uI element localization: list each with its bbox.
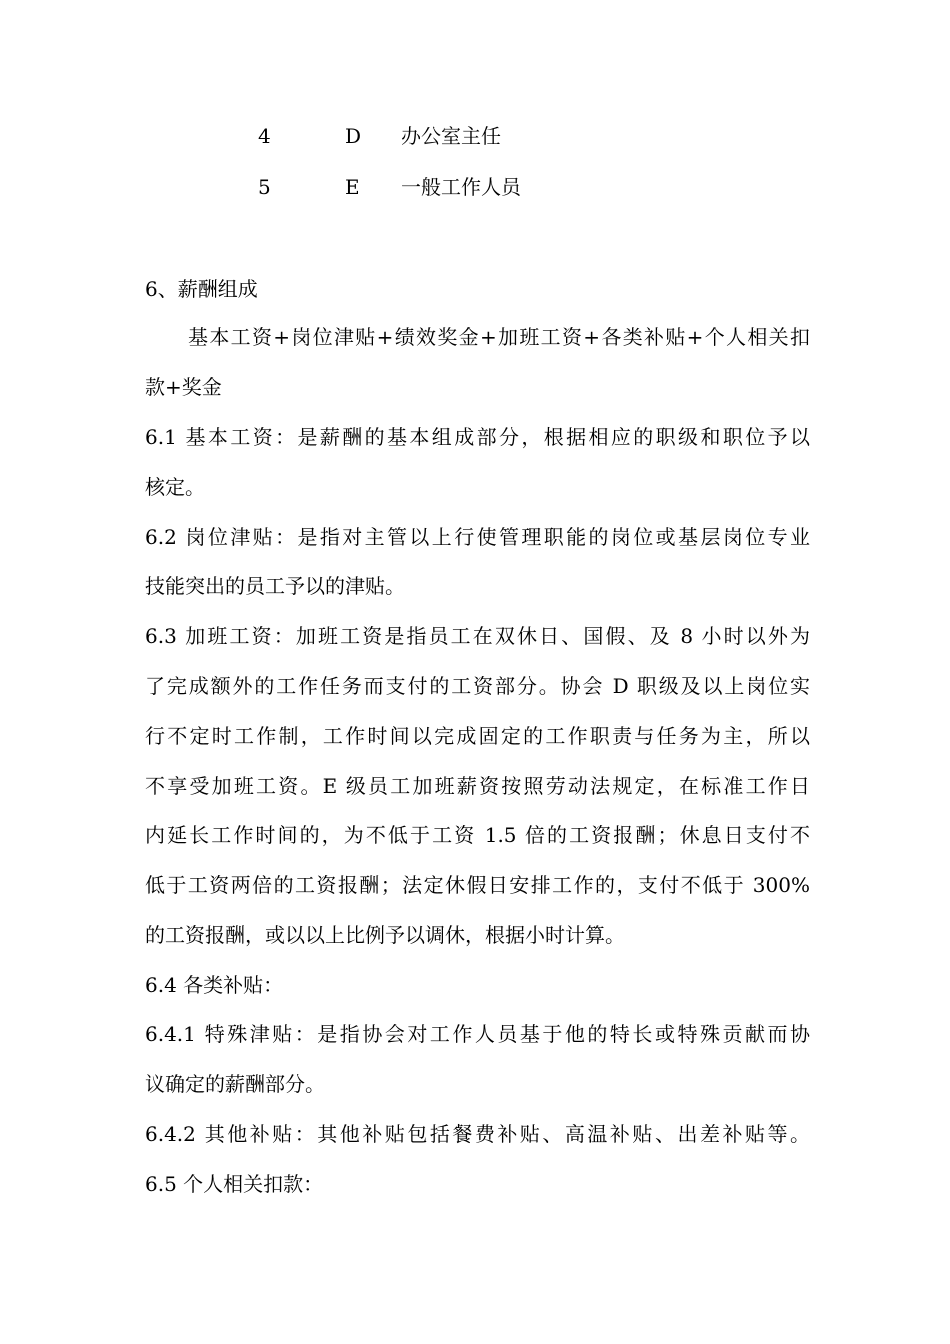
paragraph-line: 议确定的薪酬部分。 (145, 1072, 325, 1096)
grade-title: 办公室主任 (401, 124, 501, 148)
paragraph-line: 核定。 (145, 475, 205, 499)
subsection-heading: 6.4 各类补贴： (145, 973, 284, 997)
paragraph-line: 技能突出的员工予以的津贴。 (145, 574, 405, 598)
grade-title: 一般工作人员 (401, 175, 521, 199)
paragraph-line: 6.4.1 特殊津贴：是指协会对工作人员基于他的特长或特殊贡献而协 (145, 1022, 810, 1046)
paragraph-line: 基本工资+岗位津贴+绩效奖金+加班工资+各类补贴+个人相关扣 (188, 325, 810, 349)
paragraph-line: 款+奖金 (145, 375, 222, 399)
paragraph-line: 的工资报酬，或以以上比例予以调休，根据小时计算。 (145, 923, 625, 947)
subsection-heading: 6.5 个人相关扣款： (145, 1172, 324, 1196)
paragraph-line: 了完成额外的工作任务而支付的工资部分。协会 D 职级及以上岗位实 (145, 674, 810, 698)
section-heading: 6、薪酬组成 (145, 277, 258, 301)
paragraph-line: 内延长工作时间的，为不低于工资 1.5 倍的工资报酬；休息日支付不 (145, 823, 810, 847)
paragraph-line: 行不定时工作制，工作时间以完成固定的工作职责与任务为主，所以 (145, 724, 810, 748)
grade-code: D (345, 124, 362, 148)
paragraph-line: 6.4.2 其他补贴：其他补贴包括餐费补贴、高温补贴、出差补贴等。 (145, 1122, 810, 1146)
paragraph-line: 不享受加班工资。E 级员工加班薪资按照劳动法规定，在标准工作日 (145, 774, 810, 798)
grade-code: E (345, 175, 360, 199)
grade-number: 5 (258, 175, 271, 199)
paragraph-line: 6.2 岗位津贴：是指对主管以上行使管理职能的岗位或基层岗位专业 (145, 525, 810, 549)
grade-number: 4 (258, 124, 271, 148)
paragraph-line: 低于工资两倍的工资报酬；法定休假日安排工作的，支付不低于 300% (145, 873, 810, 897)
paragraph-line: 6.3 加班工资：加班工资是指员工在双休日、国假、及 8 小时以外为 (145, 624, 810, 648)
paragraph-line: 6.1 基本工资：是薪酬的基本组成部分，根据相应的职级和职位予以 (145, 425, 810, 449)
